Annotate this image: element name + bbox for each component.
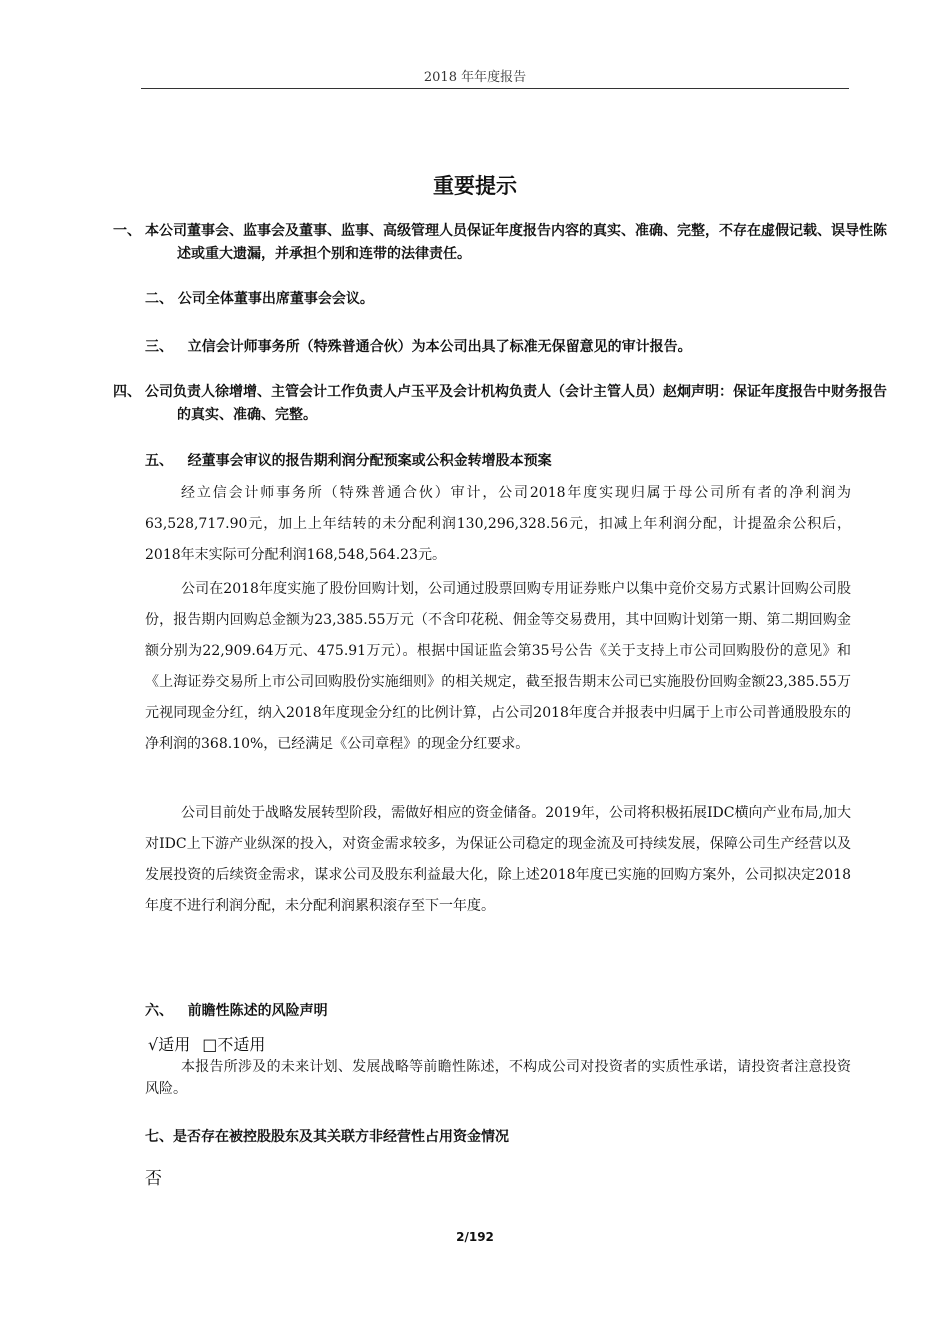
header-divider [141, 88, 849, 89]
item-number: 三、 [145, 339, 173, 355]
item-text: 立信会计师事务所（特殊普通合伙）为本公司出具了标准无保留意见的审计报告。 [187, 339, 692, 355]
dividend-plan-paragraph: 公司目前处于战略发展转型阶段，需做好相应的资金储备。2019年，公司将积极拓展IDC横向产业布局,加大对IDC上下游产业纵深的投入，对资金需求较多，为保证公司稳定的现金流及可持续发展，保障公司生产经营以及发展投资的后续资金需求，谋求公司及股东利益最大化，除上述2018年度已实施的回购方案外，公司拟决定2018年度不进行利润分配，未分配利润累积滚存至下一年度。 [145, 805, 851, 914]
item-number: 二、 [145, 291, 173, 307]
item-number: 七、 [145, 1129, 173, 1145]
notice-item-4: 四、 公司负责人徐增增、主管会计工作负责人卢玉平及会计机构负责人（会计主管人员）赵炯声明：保证年度报告中财务报告的真实、准确、完整。 [113, 384, 887, 423]
item-text: 经董事会审议的报告期利润分配预案或公积金转增股本预案 [187, 453, 552, 469]
section7-answer: 否 [145, 1169, 162, 1189]
page-number: 2/192 [456, 1230, 494, 1244]
notice-item-3 [145, 336, 857, 359]
applicability-options [148, 1034, 277, 1056]
buyback-paragraph: 公司在2018年度实施了股份回购计划，公司通过股票回购专用证券账户以集中竞价交易方式累计回购公司股份，报告期内回购总金额为23,385.55万元（不含印花税、佣金等交易费用，其中回购计划第一期、第二期回购金额分别为22,909.64万元、475.91万元）。根据中国证监会第35号公告《关于支持上市公司回购股份的意见》和《上海证券交易所上市公司回购股份实施细则》的相关规定，截至报告期末公司已实施股份回购金额23,385.55万元视同现金分红，纳入2018年度现金分红的比例计算，占公司2018年度合并报表中归属于上市公司普通股股东的净利润的368.10%，已经满足《公司章程》的现金分红要求。 [145, 581, 851, 752]
not-applicable-unchecked: □不适用 [202, 1035, 266, 1054]
section6-heading [145, 1000, 857, 1023]
notice-item-5 [145, 450, 857, 473]
page-title: 重要提示 [433, 174, 517, 198]
forward-looking-statement: 本报告所涉及的未来计划、发展战略等前瞻性陈述，不构成公司对投资者的实质性承诺，请投资者注意投资风险。 [145, 1059, 851, 1097]
item-text: 是否存在被控股股东及其关联方非经营性占用资金情况 [173, 1129, 509, 1145]
item-text: 前瞻性陈述的风险声明 [187, 1003, 328, 1019]
item-text: 公司负责人徐增增、主管会计工作负责人卢玉平及会计机构负责人（会计主管人员）赵炯声明：保证年度报告中财务报告的真实、准确、完整。 [145, 384, 887, 423]
item-text: 本公司董事会、监事会及董事、监事、高级管理人员保证年度报告内容的真实、准确、完整，不存在虚假记载、误导性陈述或重大遗漏，并承担个别和连带的法律责任。 [145, 223, 887, 262]
notice-item-1: 一、 本公司董事会、监事会及董事、监事、高级管理人员保证年度报告内容的真实、准确、完整，不存在虚假记载、误导性陈述或重大遗漏，并承担个别和连带的法律责任。 [113, 223, 887, 262]
profit-paragraph: 经立信会计师事务所（特殊普通合伙）审计，公司2018年度实现归属于母公司所有者的净利润为63,528,717.90元，加上上年结转的未分配利润130,296,328.56元，扣减上年利润分配，计提盈余公积后，2018年末实际可分配利润168,548,564.23元。 [145, 485, 851, 563]
item-number: 五、 [145, 453, 173, 469]
report-header-title: 2018 年年度报告 [423, 70, 527, 85]
notice-item-2 [145, 288, 857, 311]
section7-heading [145, 1126, 857, 1149]
applicable-checked: √适用 [148, 1035, 191, 1054]
item-number: 六、 [145, 1003, 173, 1019]
item-text: 公司全体董事出席董事会会议。 [177, 291, 374, 307]
